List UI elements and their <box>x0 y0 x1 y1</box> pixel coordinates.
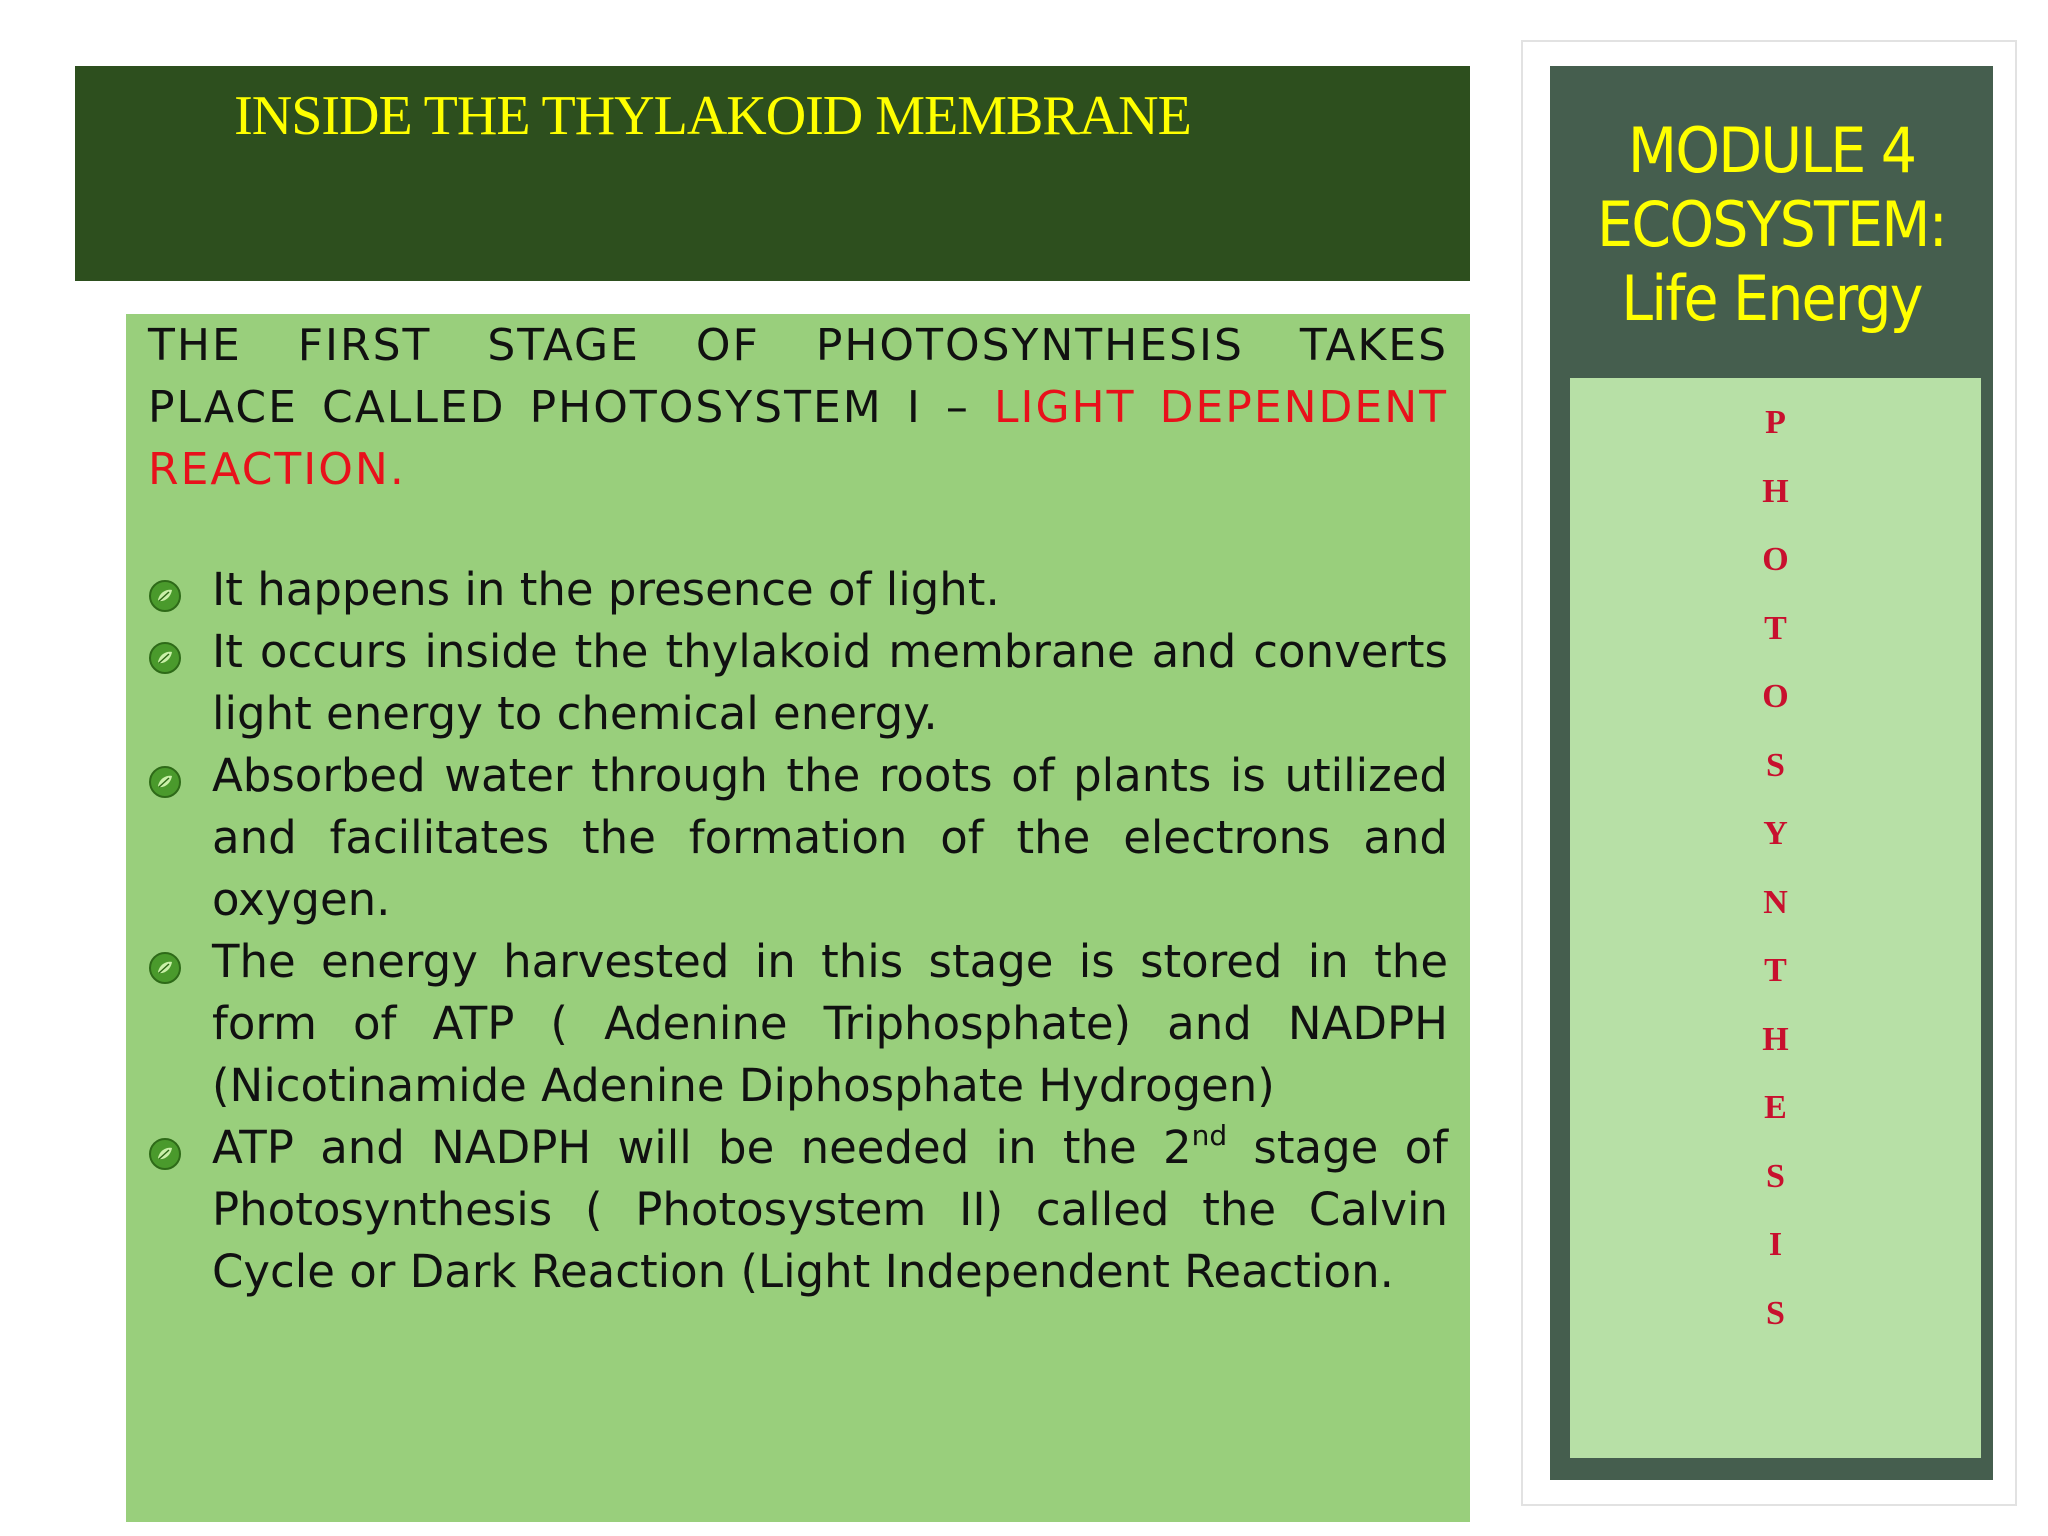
leaf-bullet-icon <box>148 1137 182 1171</box>
leaf-bullet-icon <box>148 641 182 675</box>
ordinal-superscript: nd <box>1191 1119 1228 1152</box>
module-number: MODULE 4 <box>1627 114 1916 187</box>
bullet-text: It occurs inside the thylakoid membrane and converts light energy to chemical energy. <box>212 625 1448 740</box>
bullet-text: ATP and NADPH will be needed in the 2 <box>212 1121 1192 1174</box>
vertical-letter: H <box>1762 1020 1789 1058</box>
vertical-letter: Y <box>1763 815 1788 852</box>
bullet-item <box>148 1117 1448 1303</box>
vertical-letter: N <box>1763 883 1788 921</box>
vertical-word <box>1570 398 1981 1357</box>
leaf-bullet-icon <box>148 765 182 799</box>
vertical-letter: S <box>1766 1294 1785 1332</box>
bullet-text: It happens in the presence of light. <box>212 563 1000 616</box>
vertical-letter: O <box>1762 541 1789 578</box>
module-title <box>1568 114 1976 336</box>
bullet-text: Absorbed water through the roots of plants is utilized and facilitates the formation of the electrons and oxygen. <box>212 749 1448 926</box>
vertical-letter: I <box>1768 1226 1783 1263</box>
vertical-letter: S <box>1766 1157 1785 1195</box>
slide-title: INSIDE THE THYLAKOID MEMBRANE <box>234 85 1191 147</box>
intro-text: THE FIRST STAGE OF PHOTOSYNTHESIS TAKES PLACE CALLED PHOTOSYSTEM I – <box>148 320 1448 433</box>
vertical-letter: O <box>1762 678 1789 715</box>
module-subtopic: Life Energy <box>1621 262 1922 335</box>
leaf-bullet-icon <box>148 579 182 613</box>
bullet-text-continued: stage of Photosynthesis ( Photosystem II) called the Calvin Cycle or Dark Reaction (Light Independent Reaction. <box>212 1121 1448 1298</box>
intro-highlight: LIGHT DEPENDENT REACTION. <box>148 382 1449 495</box>
intro-paragraph <box>148 314 1448 501</box>
bullet-item <box>148 745 1448 931</box>
vertical-letter: P <box>1765 404 1786 441</box>
vertical-letter: T <box>1764 952 1787 989</box>
vertical-letter: T <box>1764 609 1787 647</box>
bullet-item <box>148 621 1448 745</box>
module-topic: ECOSYSTEM: <box>1597 188 1946 261</box>
title-bar <box>75 66 1470 281</box>
bullet-list <box>148 559 1448 1303</box>
bullet-item <box>148 559 1448 621</box>
vertical-letter: S <box>1766 746 1785 784</box>
vertical-word-box <box>1570 378 1981 1458</box>
vertical-letter: H <box>1762 472 1789 510</box>
bullet-text: The energy harvested in this stage is stored in the form of ATP ( Adenine Triphosphate) and NADPH (Nicotinamide Adenine Diphosphate Hydrogen) <box>212 935 1448 1112</box>
vertical-letter: E <box>1764 1089 1787 1126</box>
content-box <box>126 314 1470 1522</box>
leaf-bullet-icon <box>148 951 182 985</box>
bullet-item <box>148 931 1448 1117</box>
